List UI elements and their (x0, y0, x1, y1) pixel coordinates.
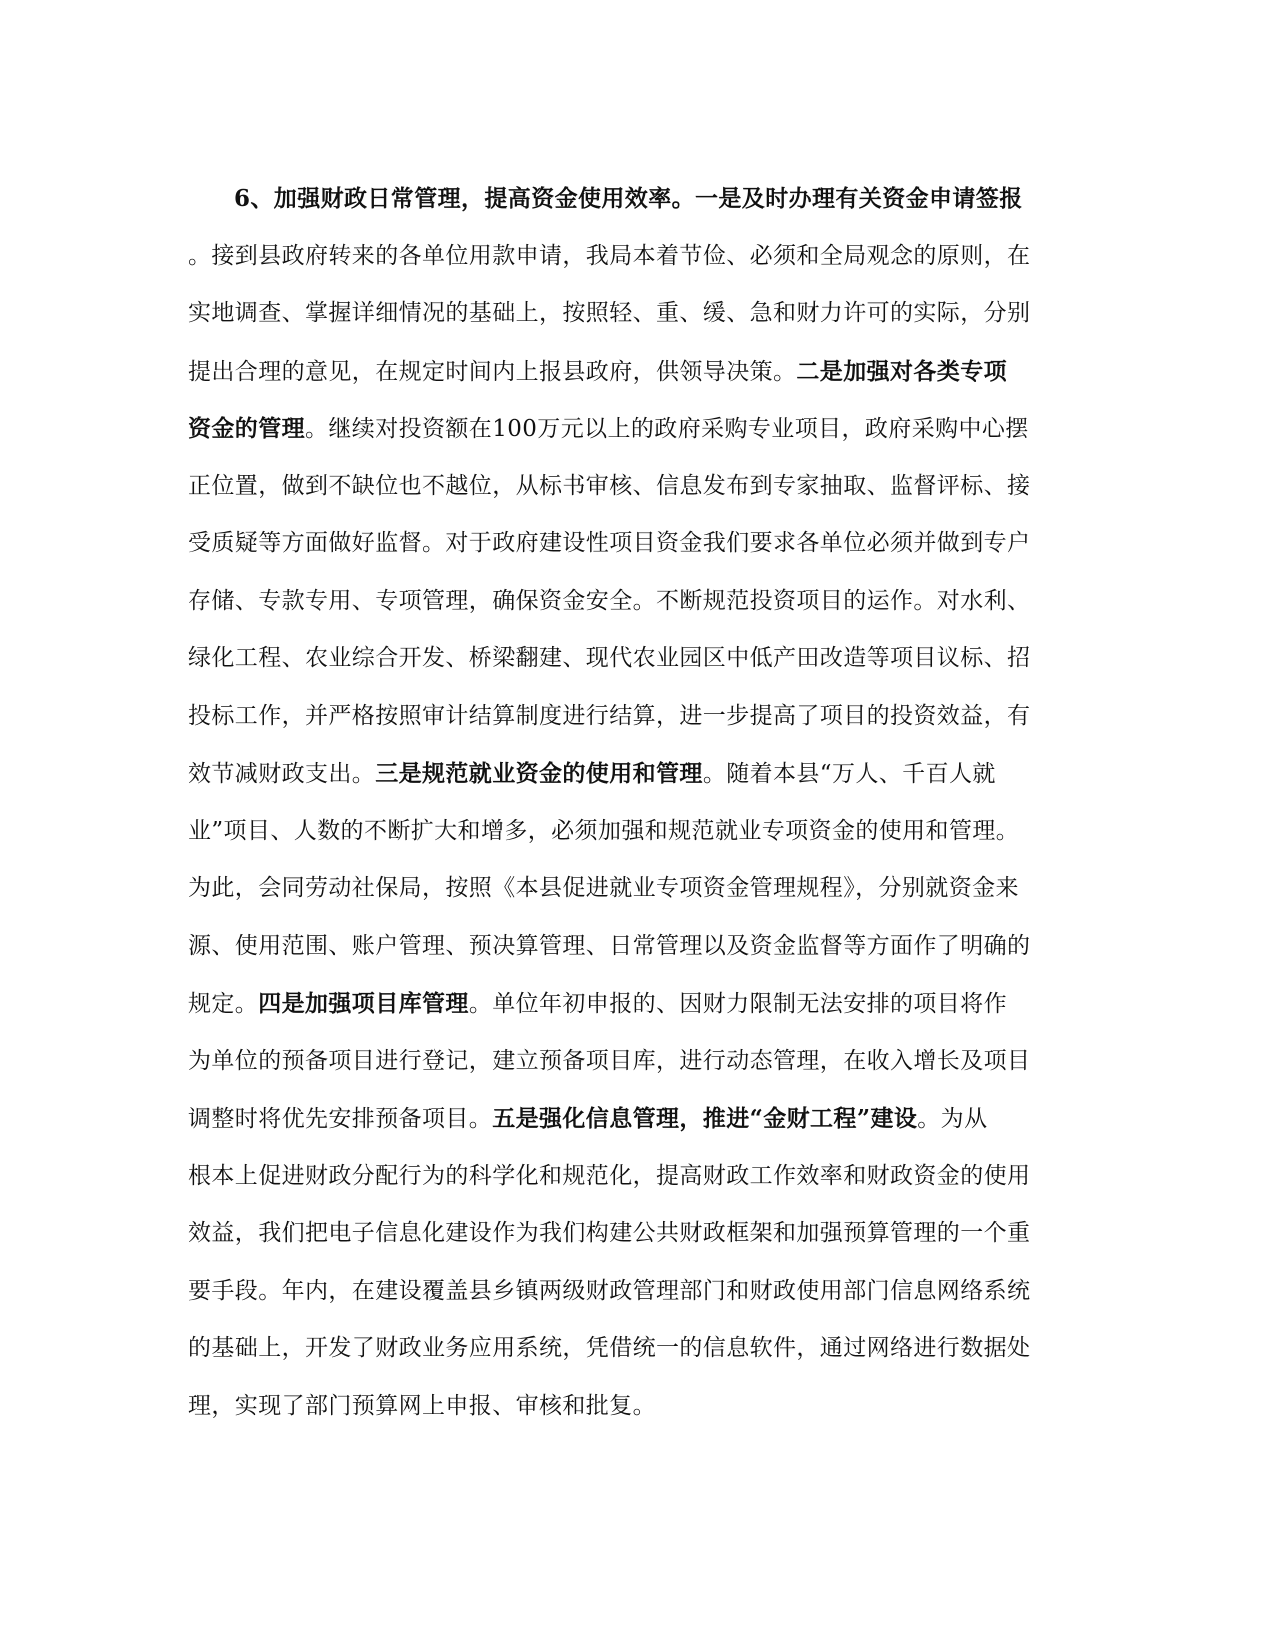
body-text: 。接到县政府转来的各单位用款申请，我局本着节俭、必须和全局观念的原则，在 (188, 242, 1031, 269)
body-text: 。随着本县“万人、千百人就 (702, 761, 996, 787)
text-line (188, 1378, 1088, 1436)
body-text: 要手段。年内，在建设覆盖县乡镇两级财政管理部门和财政使用部门信息网络系统 (188, 1277, 1031, 1304)
body-text: 根本上促进财政分配行为的科学化和规范化，提高财政工作效率和财政资金的使用 (188, 1162, 1031, 1189)
body-text: 。为从 (917, 1106, 988, 1132)
text-line (188, 170, 1088, 228)
text-line (188, 918, 1088, 976)
text-line (188, 228, 1088, 286)
bold-heading-text: 五是强化信息管理，推进“金财工程”建设 (492, 1105, 918, 1132)
text-line (188, 1205, 1088, 1263)
text-line (188, 1263, 1088, 1321)
bold-heading-text: 资金的管理 (188, 415, 305, 442)
body-text: 规定。 (188, 991, 259, 1017)
body-text: 调整时将优先安排预备项目。 (188, 1106, 493, 1132)
body-text: 受质疑等方面做好监督。对于政府建设性项目资金我们要求各单位必须并做到专户 (188, 530, 1031, 556)
body-text: 实地调查、掌握详细情况的基础上，按照轻、重、缓、急和财力许可的实际，分别 (188, 300, 1031, 326)
body-text: 的基础上，开发了财政业务应用系统，凭借统一的信息软件，通过网络进行数据处 (188, 1335, 1031, 1361)
text-line (188, 1148, 1088, 1206)
body-text: 为此，会同劳动社保局，按照《本县促进就业专项资金管理规程》，分别就资金来 (188, 875, 1019, 901)
text-line (188, 515, 1088, 573)
text-line (188, 458, 1088, 516)
body-text: 。单位年初申报的、因财力限制无法安排的项目将作 (468, 991, 1008, 1017)
body-text: 效益，我们把电子信息化建设作为我们构建公共财政框架和加强预算管理的一个重 (188, 1220, 1031, 1246)
body-text: 存储、专款专用、专项管理，确保资金安全。不断规范投资项目的运作。对水利、 (188, 587, 1031, 614)
bold-heading-text: 四是加强项目库管理 (258, 990, 469, 1017)
bold-heading-text: 三是规范就业资金的使用和管理 (375, 760, 703, 787)
bold-heading-text: 6、加强财政日常管理，提高资金使用效率。一是及时办理有关资金申请签报 (234, 185, 1023, 212)
text-line (188, 285, 1088, 343)
body-text: 投标工作，并严格按照审计结算制度进行结算，进一步提高了项目的投资效益，有 (188, 702, 1031, 729)
text-line (188, 688, 1088, 746)
text-line (188, 343, 1088, 401)
body-paragraph (188, 170, 1088, 1435)
bold-heading-text: 二是加强对各类专项 (796, 357, 1008, 385)
text-line (188, 860, 1088, 918)
body-text: 绿化工程、农业综合开发、桥梁翻建、现代农业园区中低产田改造等项目议标、招 (188, 645, 1031, 671)
text-line (188, 975, 1088, 1033)
text-line (188, 803, 1088, 861)
body-text: 。继续对投资额在100万元以上的政府采购专业项目，政府采购中心摆 (305, 416, 1029, 442)
text-line (188, 1090, 1088, 1148)
text-line (188, 745, 1088, 803)
body-text: 理，实现了部门预算网上申报、审核和批复。 (188, 1392, 656, 1419)
text-line (188, 1033, 1088, 1091)
body-text: 正位置，做到不缺位也不越位，从标书审核、信息发布到专家抽取、监督评标、接 (188, 472, 1031, 499)
text-line (188, 573, 1088, 631)
text-line (188, 1320, 1088, 1378)
body-text: 效节减财政支出。 (188, 761, 376, 787)
text-line (188, 630, 1088, 688)
body-text: 源、使用范围、账户管理、预决算管理、日常管理以及资金监督等方面作了明确的 (188, 932, 1031, 959)
body-text: 提出合理的意见，在规定时间内上报县政府，供领导决策。 (188, 358, 797, 385)
body-text: 业”项目、人数的不断扩大和增多，必须加强和规范就业专项资金的使用和管理。 (188, 817, 1020, 844)
text-line (188, 400, 1088, 458)
body-text: 为单位的预备项目进行登记，建立预备项目库，进行动态管理，在收入增长及项目 (188, 1047, 1031, 1074)
